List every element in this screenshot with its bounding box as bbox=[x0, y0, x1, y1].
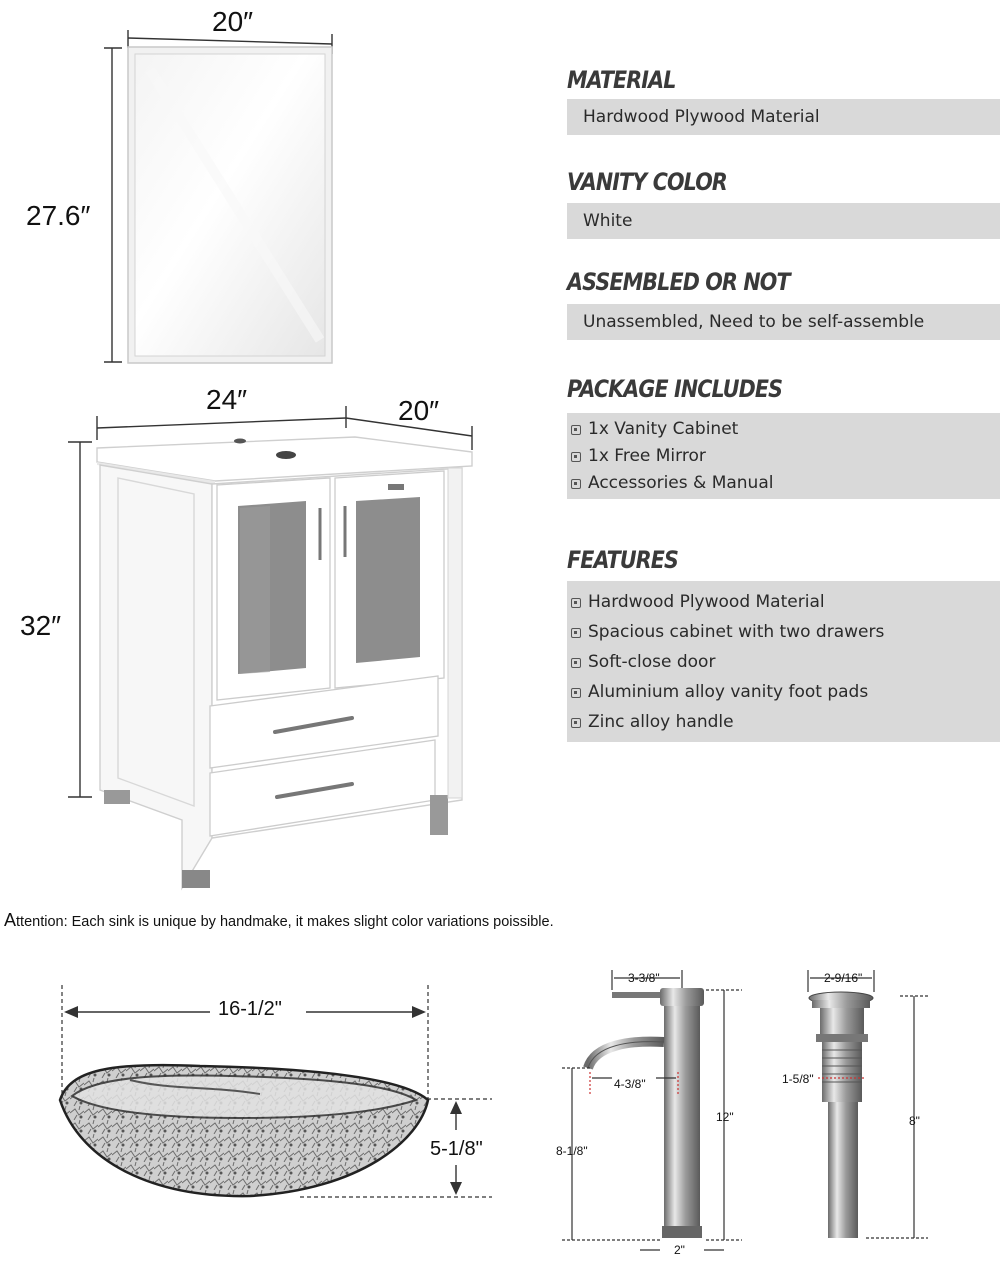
checkbox-icon bbox=[571, 718, 581, 728]
vanity-cabinet-illustration bbox=[0, 380, 560, 900]
drain-top-label: 2-9/16" bbox=[824, 971, 863, 985]
vanity-color-value: White bbox=[583, 211, 633, 231]
drain-thread-label: 1-5/8" bbox=[782, 1072, 814, 1086]
vanity-color-title: VANITY COLOR bbox=[567, 168, 727, 196]
faucet-base-label: 2" bbox=[674, 1243, 685, 1257]
feature-item: Aluminium alloy vanity foot pads bbox=[571, 677, 1000, 707]
checkbox-icon bbox=[571, 658, 581, 668]
checkbox-icon bbox=[571, 628, 581, 638]
checkbox-icon bbox=[571, 598, 581, 608]
checkbox-icon bbox=[571, 479, 581, 489]
faucet-spout-height-label: 8-1/8" bbox=[556, 1144, 588, 1158]
faucet-height-label: 12" bbox=[716, 1110, 734, 1124]
mirror-height-label: 27.6″ bbox=[26, 200, 91, 231]
material-value: Hardwood Plywood Material bbox=[583, 107, 820, 127]
package-item: 1x Vanity Cabinet bbox=[571, 416, 1000, 443]
assembled-title: ASSEMBLED OR NOT bbox=[567, 268, 790, 296]
faucet-top-label: 3-3/8" bbox=[628, 971, 660, 985]
package-item: 1x Free Mirror bbox=[571, 443, 1000, 470]
package-item: Accessories & Manual bbox=[571, 470, 1000, 497]
attention-note: Attention: Each sink is unique by handmake, it makes slight color variations poissible. bbox=[4, 910, 554, 930]
material-title: MATERIAL bbox=[567, 66, 676, 94]
drain-height-label: 8" bbox=[909, 1114, 920, 1128]
assembled-box bbox=[567, 304, 1000, 340]
sink-width-label: 16-1/2" bbox=[218, 998, 282, 1020]
vanity-height-label: 32″ bbox=[20, 610, 62, 641]
features-title: FEATURES bbox=[567, 546, 679, 574]
vanity-color-box bbox=[567, 203, 1000, 239]
mirror-illustration bbox=[0, 0, 560, 380]
feature-item: Zinc alloy handle bbox=[571, 707, 1000, 737]
features-box bbox=[567, 581, 1000, 742]
feature-item: Spacious cabinet with two drawers bbox=[571, 617, 1000, 647]
sink-height-label: 5-1/8" bbox=[430, 1138, 483, 1160]
checkbox-icon bbox=[571, 425, 581, 435]
drain-illustration bbox=[770, 960, 1000, 1250]
mirror-width-label: 20″ bbox=[212, 6, 254, 37]
checkbox-icon bbox=[571, 688, 581, 698]
vanity-depth-label: 20″ bbox=[398, 395, 440, 426]
feature-item: Hardwood Plywood Material bbox=[571, 587, 1000, 617]
assembled-value: Unassembled, Need to be self-assemble bbox=[583, 312, 925, 332]
checkbox-icon bbox=[571, 452, 581, 462]
material-box bbox=[567, 99, 1000, 135]
package-title: PACKAGE INCLUDES bbox=[567, 375, 783, 403]
vanity-width-label: 24″ bbox=[206, 384, 248, 415]
feature-item: Soft-close door bbox=[571, 647, 1000, 677]
package-box bbox=[567, 413, 1000, 499]
faucet-spout-label: 4-3/8" bbox=[614, 1077, 646, 1091]
